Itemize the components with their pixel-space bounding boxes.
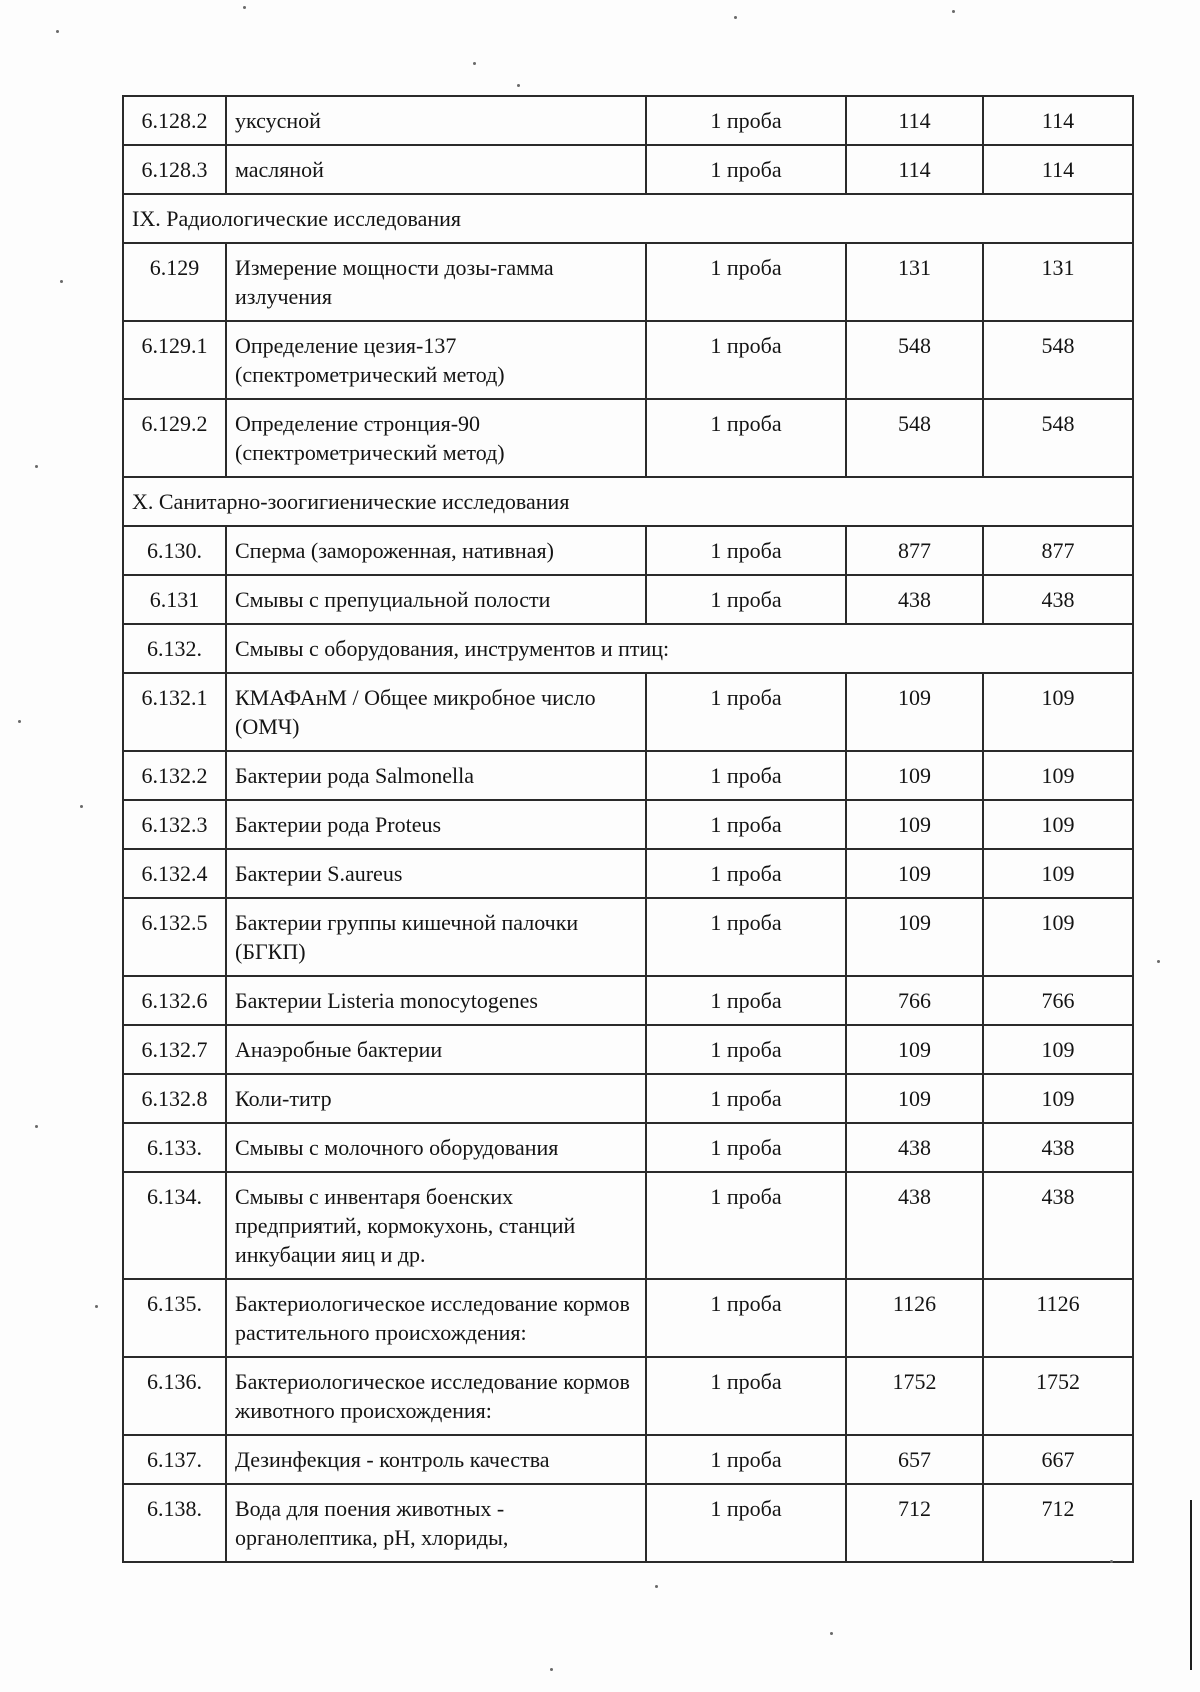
row-name: Бактериологическое исследование кормов животного происхождения:	[226, 1357, 646, 1435]
scan-speck	[243, 6, 246, 9]
row-price-1: 114	[846, 145, 983, 194]
row-price-2: 109	[983, 898, 1133, 976]
row-price-2: 1752	[983, 1357, 1133, 1435]
row-name: Бактерии Listeria monocytogenes	[226, 976, 646, 1025]
row-price-2: 109	[983, 849, 1133, 898]
table-row	[123, 898, 1133, 976]
scan-speck	[473, 62, 476, 65]
section-row	[123, 477, 1133, 526]
row-name: КМАФАнМ / Общее микробное число (ОМЧ)	[226, 673, 646, 751]
row-unit: 1 проба	[646, 96, 846, 145]
row-price-1: 766	[846, 976, 983, 1025]
row-unit: 1 проба	[646, 1484, 846, 1562]
row-price-2: 109	[983, 673, 1133, 751]
row-unit: 1 проба	[646, 321, 846, 399]
row-unit: 1 проба	[646, 800, 846, 849]
row-code: 6.137.	[123, 1435, 226, 1484]
row-code: 6.132.3	[123, 800, 226, 849]
row-name: Бактериологическое исследование кормов растительного происхождения:	[226, 1279, 646, 1357]
row-name: Вода для поения животных - органолептика, pH, хлориды,	[226, 1484, 646, 1562]
row-name: Определение цезия-137 (спектрометрический метод)	[226, 321, 646, 399]
row-code: 6.128.2	[123, 96, 226, 145]
row-price-1: 1752	[846, 1357, 983, 1435]
table-row	[123, 575, 1133, 624]
table-row	[123, 1357, 1133, 1435]
scan-speck	[35, 465, 38, 468]
row-name: Бактерии рода Proteus	[226, 800, 646, 849]
row-code: 6.138.	[123, 1484, 226, 1562]
row-code: 6.129.1	[123, 321, 226, 399]
row-price-2: 131	[983, 243, 1133, 321]
row-price-1: 109	[846, 1074, 983, 1123]
row-unit: 1 проба	[646, 673, 846, 751]
table-row	[123, 321, 1133, 399]
row-price-2: 438	[983, 1123, 1133, 1172]
scan-speck	[1110, 1560, 1113, 1563]
row-price-1: 109	[846, 898, 983, 976]
table-row	[123, 1025, 1133, 1074]
scan-speck	[80, 805, 83, 808]
row-price-2: 877	[983, 526, 1133, 575]
scan-speck	[18, 720, 21, 723]
row-code: 6.129	[123, 243, 226, 321]
section-heading: X. Санитарно-зоогигиенические исследования	[123, 477, 1133, 526]
row-price-1: 712	[846, 1484, 983, 1562]
row-name: Дезинфекция - контроль качества	[226, 1435, 646, 1484]
row-price-2: 438	[983, 1172, 1133, 1279]
section-row	[123, 194, 1133, 243]
table-row	[123, 1435, 1133, 1484]
row-price-1: 438	[846, 575, 983, 624]
row-unit: 1 проба	[646, 976, 846, 1025]
row-price-2: 114	[983, 145, 1133, 194]
scan-speck	[830, 1632, 833, 1635]
table-row	[123, 243, 1133, 321]
row-price-2: 438	[983, 575, 1133, 624]
scan-speck	[95, 1305, 98, 1308]
row-price-1: 657	[846, 1435, 983, 1484]
scan-speck	[655, 1585, 658, 1588]
table-row	[123, 800, 1133, 849]
row-code: 6.135.	[123, 1279, 226, 1357]
row-price-2: 109	[983, 1074, 1133, 1123]
scan-speck	[60, 280, 63, 283]
row-price-1: 548	[846, 321, 983, 399]
row-price-1: 438	[846, 1123, 983, 1172]
row-name: Бактерии рода Salmonella	[226, 751, 646, 800]
row-unit: 1 проба	[646, 1279, 846, 1357]
table-row	[123, 976, 1133, 1025]
row-code: 6.133.	[123, 1123, 226, 1172]
row-price-2: 667	[983, 1435, 1133, 1484]
table-row	[123, 673, 1133, 751]
table-row	[123, 526, 1133, 575]
row-code: 6.132.7	[123, 1025, 226, 1074]
row-name: уксусной	[226, 96, 646, 145]
row-name: Сперма (замороженная, нативная)	[226, 526, 646, 575]
scan-speck	[517, 84, 520, 87]
row-price-1: 131	[846, 243, 983, 321]
table-row	[123, 849, 1133, 898]
row-unit: 1 проба	[646, 526, 846, 575]
row-unit: 1 проба	[646, 1435, 846, 1484]
row-price-2: 548	[983, 399, 1133, 477]
row-price-1: 109	[846, 1025, 983, 1074]
row-unit: 1 проба	[646, 243, 846, 321]
row-price-2: 109	[983, 751, 1133, 800]
row-code: 6.132.	[123, 624, 226, 673]
subsection-row	[123, 624, 1133, 673]
row-price-2: 114	[983, 96, 1133, 145]
row-unit: 1 проба	[646, 1025, 846, 1074]
row-name: Бактерии S.aureus	[226, 849, 646, 898]
section-heading: IX. Радиологические исследования	[123, 194, 1133, 243]
row-price-2: 1126	[983, 1279, 1133, 1357]
row-name: Бактерии группы кишечной палочки (БГКП)	[226, 898, 646, 976]
table-row	[123, 96, 1133, 145]
table-row	[123, 145, 1133, 194]
row-price-2: 712	[983, 1484, 1133, 1562]
row-price-1: 109	[846, 800, 983, 849]
row-unit: 1 проба	[646, 575, 846, 624]
row-code: 6.136.	[123, 1357, 226, 1435]
row-price-1: 877	[846, 526, 983, 575]
row-unit: 1 проба	[646, 145, 846, 194]
row-price-2: 109	[983, 1025, 1133, 1074]
scan-edge-line	[1190, 1500, 1192, 1670]
row-price-1: 1126	[846, 1279, 983, 1357]
row-code: 6.134.	[123, 1172, 226, 1279]
row-unit: 1 проба	[646, 1172, 846, 1279]
table-row	[123, 1484, 1133, 1562]
scan-speck	[56, 30, 59, 33]
row-code: 6.128.3	[123, 145, 226, 194]
scan-speck	[550, 1668, 553, 1671]
row-unit: 1 проба	[646, 1123, 846, 1172]
row-unit: 1 проба	[646, 751, 846, 800]
row-unit: 1 проба	[646, 849, 846, 898]
row-name: Смывы с молочного оборудования	[226, 1123, 646, 1172]
row-price-1: 109	[846, 751, 983, 800]
row-code: 6.131	[123, 575, 226, 624]
row-code: 6.132.6	[123, 976, 226, 1025]
row-price-2: 548	[983, 321, 1133, 399]
row-name: Анаэробные бактерии	[226, 1025, 646, 1074]
row-name: Смывы с препуциальной полости	[226, 575, 646, 624]
scan-speck	[952, 10, 955, 13]
row-code: 6.130.	[123, 526, 226, 575]
row-price-1: 438	[846, 1172, 983, 1279]
row-name: масляной	[226, 145, 646, 194]
row-price-1: 109	[846, 849, 983, 898]
row-name: Измерение мощности дозы-гамма излучения	[226, 243, 646, 321]
row-code: 6.132.2	[123, 751, 226, 800]
table-row	[123, 1279, 1133, 1357]
table-row	[123, 751, 1133, 800]
scan-speck	[35, 1125, 38, 1128]
scan-speck	[1157, 960, 1160, 963]
row-code: 6.132.8	[123, 1074, 226, 1123]
price-table	[122, 95, 1134, 1563]
table-row	[123, 1123, 1133, 1172]
row-unit: 1 проба	[646, 399, 846, 477]
table-row	[123, 399, 1133, 477]
row-price-1: 114	[846, 96, 983, 145]
table-row	[123, 1172, 1133, 1279]
row-price-2: 766	[983, 976, 1133, 1025]
scan-speck	[734, 16, 737, 19]
row-price-2: 109	[983, 800, 1133, 849]
row-name: Определение стронция-90 (спектрометрический метод)	[226, 399, 646, 477]
row-code: 6.132.4	[123, 849, 226, 898]
row-code: 6.132.5	[123, 898, 226, 976]
row-price-1: 548	[846, 399, 983, 477]
row-unit: 1 проба	[646, 1074, 846, 1123]
subsection-heading: Смывы с оборудования, инструментов и птиц:	[226, 624, 1133, 673]
table-row	[123, 1074, 1133, 1123]
row-code: 6.132.1	[123, 673, 226, 751]
row-code: 6.129.2	[123, 399, 226, 477]
row-name: Смывы с инвентаря боенских предприятий, кормокухонь, станций инкубации яиц и др.	[226, 1172, 646, 1279]
row-name: Коли-титр	[226, 1074, 646, 1123]
row-price-1: 109	[846, 673, 983, 751]
row-unit: 1 проба	[646, 898, 846, 976]
row-unit: 1 проба	[646, 1357, 846, 1435]
